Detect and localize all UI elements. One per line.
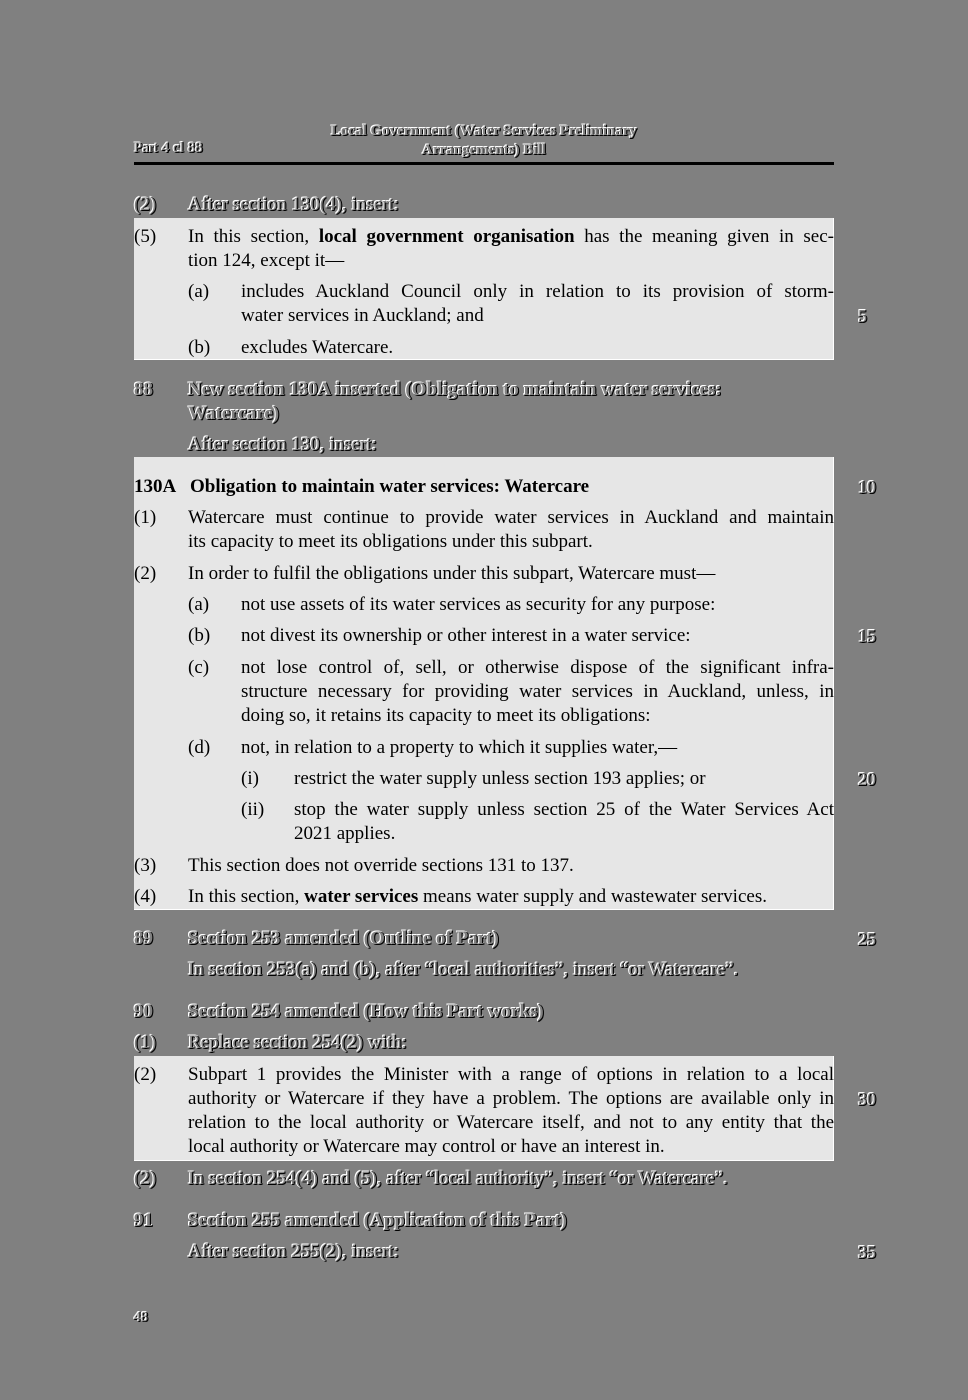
subsection-text-line1: Subpart 1 provides the Minister with a range of options in relation to a local — [188, 1064, 834, 1085]
clause-number: 88 — [134, 379, 153, 400]
para-label: (b) — [188, 337, 211, 358]
clause-number: 89 — [134, 928, 153, 949]
subclause-text: After section 130(4), insert: — [188, 194, 400, 215]
defined-term: water services — [304, 886, 419, 907]
document-page: Part 4 cl 88 Local Government (Water Services Preliminary Arrangements) Bill (2) After section 130(4), insert: (5) In this section, local government organisation has the meaning given in sec- tion 124, except it— (a) includes Auckland Council only in relation to its provision of storm- water services in Auckland; and (b) excludes Watercare. 88 New section 130A inserted (Obligation to maintain water services: Watercare) After section 130, insert: 130A Obligation to maintain water services: Watercare (1) Watercare must continue to provide water services in Auckland and maintain its capacity to meet its obligations under this subpart. (2) In order to fulfil the obligations under this subpart, Watercare must— (a) not use assets of its water services as security for any purpose: (b) not divest its ownership or other interest in a water service: (c) not lose control of, sell, or otherwise dispose of the significant infra- structure necessary for providing water services in Auckland, unless, in doing so, it retains its capacity to meet its obligations: (d) not, in relation to a property to which it supplies water,— (i) restrict the water supply unless section 193 applies; or (ii) stop the water supply unless section 25 of the Water Services Act 2021 applies. (3) This section does not override sections 131 to 137. (4) In this section, water services means water supply and wastewater services. 89 Section 253 amended (Outline of Part) In section 253(a) and (b), after “local authorities”, insert “or Watercare”. 90 Section 254 amended (How this Part works) (1) Replace section 254(2) with: (2) Subpart 1 provides the Minister with a range of options in relation to a local authority or Watercare if they have a problem. The options are available only in relation to the local authority or Watercare itself, and not to any entity that the local authority or Watercare may control or have an interest in. (2) In section 254(4) and (5), after “local authority”, insert “or Watercare”. 91 Section 255 amended (Application of this Part) After section 255(2), insert: 5 10 15 20 25 30 35 48 — [0, 0, 968, 1400]
clause-heading: Section 253 amended (Outline of Part) — [188, 928, 499, 949]
subsection-number: (5) — [134, 226, 157, 247]
clause88-intro: After section 130, insert: — [188, 434, 377, 455]
para-label: (a) — [188, 281, 210, 302]
subsection-number: (2) — [134, 1064, 157, 1085]
subsection-text: In this section, water services means water supply and wastewater services. — [188, 886, 767, 907]
margin-line-number: 20 — [858, 769, 876, 789]
running-head — [134, 120, 834, 162]
para-label: (d) — [188, 737, 211, 758]
para-text: not, in relation to a property to which it supplies water,— — [241, 737, 678, 758]
subclause-text: Replace section 254(2) with: — [188, 1032, 407, 1053]
clause88-heading-line2: Watercare) — [188, 403, 280, 424]
clause-heading-line1: New section 130A inserted (Obligation to maintain water services: — [188, 379, 722, 400]
subclause-text: In section 254(4) and (5), after “local authority”, insert “or Watercare”. — [188, 1168, 728, 1189]
subpara-label: (i) — [241, 768, 259, 789]
subsection-number: (3) — [134, 855, 157, 876]
subpara-text-line1: stop the water supply unless section 25 of the Water Services Act — [294, 799, 834, 820]
para-label: (a) — [188, 594, 210, 615]
para-text: excludes Watercare. — [241, 337, 394, 358]
section-130A-sub1-line2: its capacity to meet its obligations under this subpart. — [188, 531, 593, 552]
defined-term: local government organisation — [318, 226, 575, 247]
clause-heading: Section 255 amended (Application of this Part) — [188, 1210, 567, 1231]
margin-line-number: 15 — [858, 626, 876, 646]
para-text: not use assets of its water services as security for any purpose: — [241, 594, 716, 615]
clause89-text: In section 253(a) and (b), after “local authorities”, insert “or Watercare”. — [188, 959, 739, 980]
para-text-line1: not lose control of, sell, or otherwise dispose of the significant infra- — [241, 657, 834, 678]
subsection-text: In order to fulfil the obligations under this subpart, Watercare must— — [188, 563, 716, 584]
subsection-number: (2) — [134, 563, 157, 584]
subsection-text: This section does not override sections 131 to 137. — [188, 855, 574, 876]
subsection-number: (1) — [134, 507, 157, 528]
subpara-text: restrict the water supply unless section 193 applies; or — [294, 768, 706, 789]
subclause-number: (2) — [134, 1168, 157, 1189]
margin-line-number: 25 — [858, 929, 876, 949]
bill-title-line1: Local Government (Water Services Preliminary — [330, 123, 638, 139]
inserted-para-a-line2: water services in Auckland; and — [241, 305, 484, 326]
bill-title — [254, 122, 714, 160]
inserted-sub5-line2: tion 124, except it— — [188, 250, 345, 271]
margin-line-number: 35 — [858, 1242, 876, 1262]
para-label: (b) — [188, 625, 211, 646]
margin-line-number: 30 — [858, 1089, 876, 1109]
inserted-254-sub2-line4: local authority or Watercare may control or have an interest in. — [188, 1136, 665, 1157]
page-number: 48 — [134, 1310, 148, 1325]
section-130A-subpara-ii-line2: 2021 applies. — [294, 823, 396, 844]
clause91-intro: After section 255(2), insert: — [188, 1241, 400, 1262]
section-heading: Obligation to maintain water services: Watercare — [190, 476, 590, 497]
subsection-number: (4) — [134, 886, 157, 907]
margin-line-number: 5 — [858, 306, 867, 326]
para-text-line1: includes Auckland Council only in relation to its provision of storm- — [241, 281, 834, 302]
part-reference: Part 4 cl 88 — [134, 140, 203, 156]
clause-heading: Section 254 amended (How this Part works) — [188, 1001, 544, 1022]
subsection-text-line1: Watercare must continue to provide water services in Auckland and maintain — [188, 507, 834, 528]
subsection-text-line1: In this section, local government organisation has the meaning given in sec- — [188, 226, 834, 247]
clause-number: 90 — [134, 1001, 153, 1022]
subclause-number: (1) — [134, 1032, 157, 1053]
para-label: (c) — [188, 657, 210, 678]
clause-number: 91 — [134, 1210, 153, 1231]
margin-line-number: 10 — [858, 477, 876, 497]
header-rule — [134, 162, 834, 165]
subpara-label: (ii) — [241, 799, 265, 820]
subclause-number: (2) — [134, 194, 157, 215]
section-number: 130A — [134, 476, 177, 497]
section-130A-para-c-line3: doing so, it retains its capacity to meet its obligations: — [241, 705, 651, 726]
para-text: not divest its ownership or other interest in a water service: — [241, 625, 691, 646]
bill-title-line2: Arrangements) Bill — [422, 142, 546, 158]
